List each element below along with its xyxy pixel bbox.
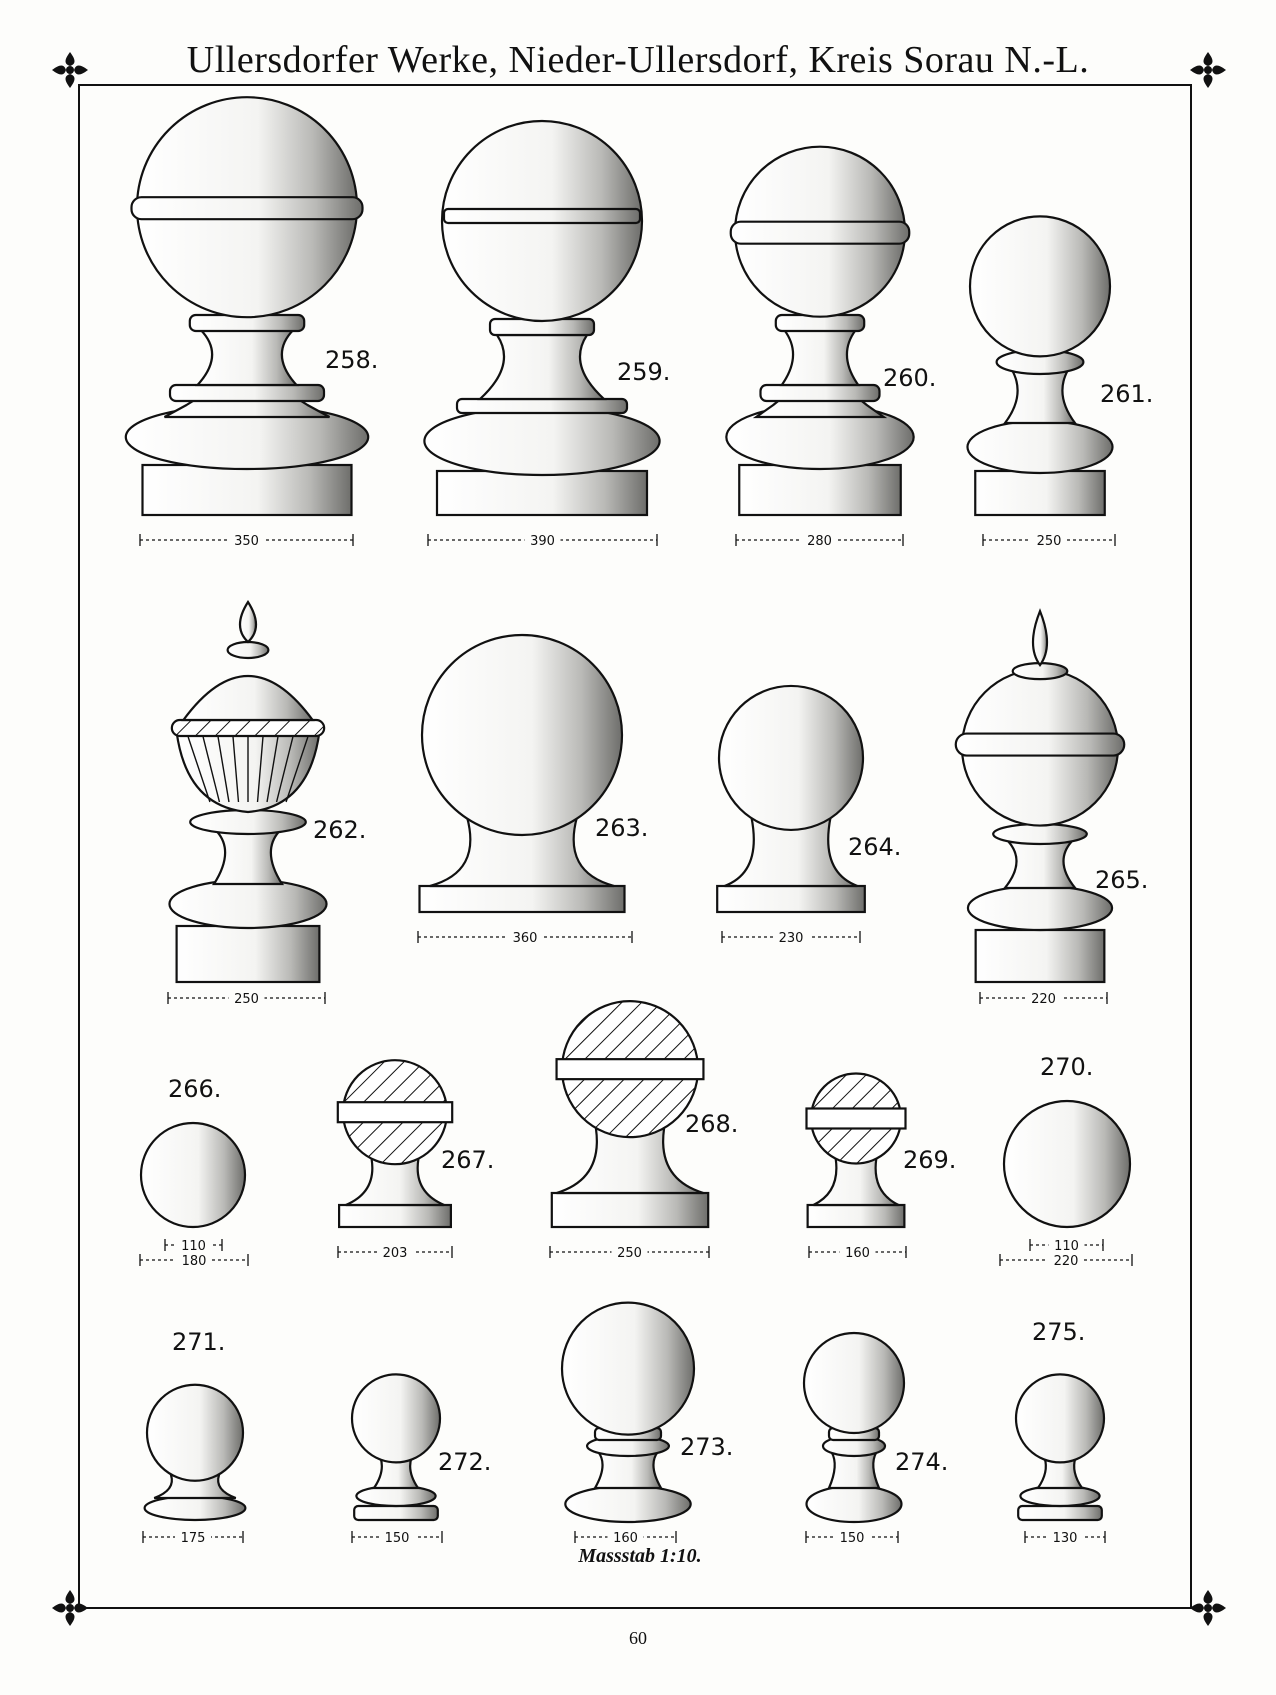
item-number-label: 269. xyxy=(903,1146,957,1174)
dimension-label: 220 xyxy=(1053,1254,1079,1269)
finial-figure xyxy=(807,1074,957,1262)
item-number-label: 261. xyxy=(1100,380,1154,408)
finial-figure xyxy=(562,1303,733,1546)
item-number-label: 268. xyxy=(685,1110,739,1138)
finial-figure xyxy=(140,1075,248,1269)
item-number-label: 260. xyxy=(883,364,937,392)
dimension-label: 220 xyxy=(1031,992,1056,1007)
inner-dimension-label: 110 xyxy=(1054,1239,1079,1254)
finial-figure xyxy=(126,97,379,549)
dimension-label: 130 xyxy=(1052,1531,1078,1546)
item-number-label: 266. xyxy=(168,1075,222,1103)
finial-figure xyxy=(726,147,936,549)
finial-figure xyxy=(168,602,366,1007)
dimension-label: 250 xyxy=(234,992,259,1007)
dimension-label: 160 xyxy=(613,1531,638,1546)
dimension-label: 180 xyxy=(181,1254,207,1269)
finial-figure xyxy=(352,1374,491,1546)
dimension-label: 390 xyxy=(530,534,555,549)
page-title: Ullersdorfer Werke, Nieder-Ullersdorf, Kreis Sorau N.-L. xyxy=(186,39,1090,81)
dimension-label: 250 xyxy=(617,1246,642,1261)
item-number-label: 264. xyxy=(848,833,902,861)
dimension-label: 350 xyxy=(234,534,259,549)
item-number-label: 272. xyxy=(438,1448,492,1476)
dimension-label: 150 xyxy=(839,1531,865,1546)
item-number-label: 273. xyxy=(680,1433,734,1461)
item-number-label: 270. xyxy=(1040,1053,1094,1081)
finial-figure xyxy=(804,1333,948,1546)
item-number-label: 271. xyxy=(172,1328,226,1356)
finial-figure xyxy=(550,1001,738,1261)
scale-note: Massstab 1:10. xyxy=(578,1545,702,1567)
dimension-label: 160 xyxy=(845,1246,870,1261)
dimension-label: 230 xyxy=(778,931,804,946)
finial-figure xyxy=(956,611,1149,1007)
finial-figure xyxy=(338,1060,495,1261)
item-number-label: 262. xyxy=(313,816,367,844)
dimension-label: 175 xyxy=(180,1531,206,1546)
finial-figure xyxy=(1016,1318,1105,1546)
dimension-label: 250 xyxy=(1036,534,1062,549)
dimension-label: 360 xyxy=(512,931,538,946)
page-number: 60 xyxy=(629,1628,647,1648)
finial-figure xyxy=(967,216,1153,549)
finial-figure xyxy=(717,686,901,946)
finial-figure xyxy=(143,1328,245,1546)
item-number-label: 267. xyxy=(441,1146,495,1174)
inner-dimension-label: 110 xyxy=(181,1239,206,1254)
finial-figure xyxy=(424,121,670,549)
item-number-label: 274. xyxy=(895,1448,949,1476)
dimension-label: 280 xyxy=(807,534,832,549)
dimension-label: 203 xyxy=(382,1246,408,1261)
item-number-label: 259. xyxy=(617,358,671,386)
item-number-label: 265. xyxy=(1095,866,1149,894)
finial-figure xyxy=(1000,1053,1132,1269)
dimension-label: 150 xyxy=(384,1531,410,1546)
item-number-label: 263. xyxy=(595,814,649,842)
finial-figure xyxy=(418,635,648,946)
item-number-label: 258. xyxy=(325,346,379,374)
item-number-label: 275. xyxy=(1032,1318,1086,1346)
